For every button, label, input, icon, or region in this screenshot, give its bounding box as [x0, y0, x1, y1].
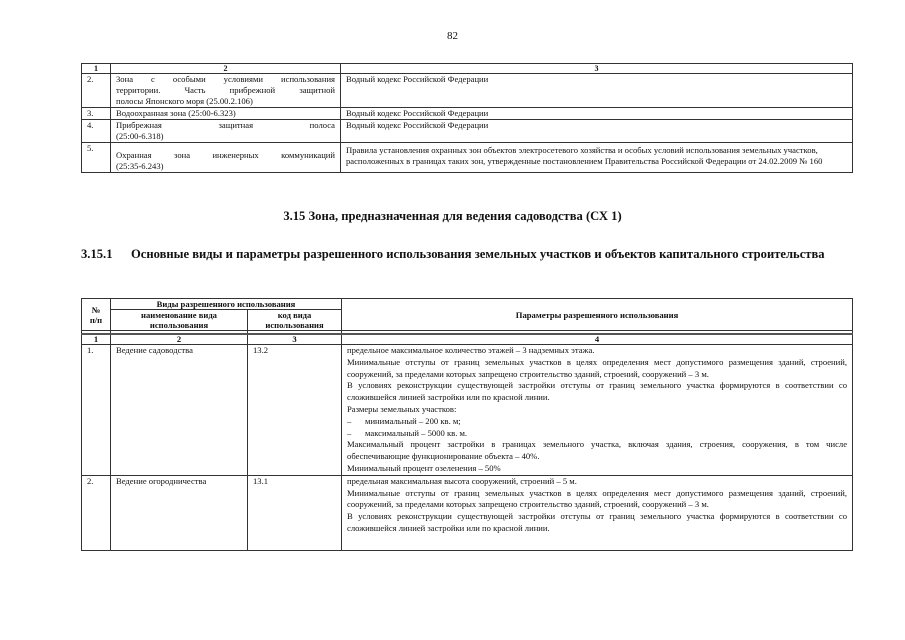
- table-row: [82, 475, 853, 550]
- table-row: [82, 120, 853, 143]
- row-number: 3.: [82, 108, 111, 120]
- legal-doc-cell: Водный кодекс Российской Федерации: [341, 108, 853, 120]
- zone-name-line: (25:35-6.243): [116, 161, 164, 171]
- zone-name-cell: [111, 120, 341, 143]
- parameters-cell: [342, 345, 853, 476]
- zone-name-line: (25:00-6.318): [116, 131, 164, 141]
- table-row: [82, 108, 853, 120]
- col-number-3: 3: [248, 334, 342, 345]
- row-number: 5.: [82, 143, 111, 173]
- parameter-list-item: – максимальный – 5000 кв. м.: [347, 428, 847, 440]
- header-parameters: Параметры разрешенного использования: [342, 299, 853, 331]
- use-code: 13.2: [248, 345, 342, 476]
- table-header-row: [82, 64, 853, 74]
- subsection-number: 3.15.1: [81, 247, 113, 261]
- permitted-use-table: [81, 298, 853, 551]
- use-name: Ведение огородничества: [111, 475, 248, 550]
- table-row: [82, 143, 853, 173]
- zone-name-cell: [111, 108, 341, 120]
- zone-name-line: Зона с особыми условиями использования: [116, 74, 335, 84]
- table-row: [82, 345, 853, 476]
- row-number: 2.: [82, 475, 111, 550]
- parameters-clip: [347, 476, 847, 550]
- col-number-3: 3: [341, 64, 853, 74]
- restrictions-table: [81, 63, 853, 173]
- zone-name-line: территории. Часть прибрежной защитной: [116, 85, 335, 95]
- zone-name-line: Водоохранная зона (25:00-6.323): [116, 108, 236, 118]
- header-row-number: № п/п: [82, 299, 111, 331]
- col-number-1: 1: [82, 334, 111, 345]
- parameter-line: Максимальный процент застройки в границах земельного участка, включая здания, строения, сооружения, в том числе обеспечивающие функционирование объекта – 40%.: [347, 439, 848, 462]
- zone-name-cell: [111, 74, 341, 108]
- page-number: 82: [447, 30, 458, 42]
- parameter-line: предельное максимальное количество этажей – 3 надземных этажа.: [347, 345, 595, 355]
- table-row: [82, 74, 853, 108]
- parameter-line: Минимальные отступы от границ земельных участков в целях определения мест допустимого размещения зданий, строений, сооружений, за пределами которых запрещено строительство зданий, строений, сооружений – 3 м.: [347, 356, 848, 379]
- col-number-4: 4: [342, 334, 853, 345]
- column-number-row: [82, 334, 853, 345]
- parameter-line: предельная максимальная высота сооружений, строений – 5 м.: [347, 475, 577, 486]
- zone-name-cell: [111, 143, 341, 173]
- zone-name-line: полосы Японского моря (25.00.2.106): [116, 96, 253, 106]
- zone-title: 3.15 Зона, предназначенная для ведения садоводства (СХ 1): [283, 209, 622, 223]
- parameters-cell: [342, 475, 853, 550]
- subsection-title: Основные виды и параметры разрешенного использования земельных участков и объектов капитального строительства: [131, 247, 825, 261]
- legal-doc-cell: Правила установления охранных зон объектов электросетевого хозяйства и особых условий использования земельных участков, расположенных в границах таких зон, утвержденные постановлением Правительства Российской Федерации от 24.02.2009 № 160: [341, 143, 853, 173]
- parameter-line: В условиях реконструкции существующей застройки отступы от границ земельного участка формируются в соответствии со сложившейся линией застройки или по красной линии.: [347, 380, 848, 403]
- row-number: 1.: [82, 345, 111, 476]
- use-code: 13.1: [248, 475, 342, 550]
- zone-name-line: Охранная зона инженерных коммуникаций: [116, 150, 335, 160]
- parameter-line: В условиях реконструкции существующей застройки отступы от границ земельного участка формируются в соответствии со сложившейся линией застройки или по красной линии.: [347, 511, 848, 533]
- use-name: Ведение садоводства: [111, 345, 248, 476]
- parameter-list-item: – минимальный – 200 кв. м;: [347, 416, 847, 428]
- zone-name-line: Прибрежная защитная полоса: [116, 120, 335, 130]
- table-header-row: [82, 299, 853, 310]
- col-number-2: 2: [111, 334, 248, 345]
- header-use-code: код вида использования: [248, 310, 342, 331]
- row-number: 4.: [82, 120, 111, 143]
- header-use-name: наименование вида использования: [111, 310, 248, 331]
- legal-doc-cell: Водный кодекс Российской Федерации: [341, 120, 853, 143]
- parameter-line: Минимальные отступы от границ земельных участков в целях определения мест допустимого размещения зданий, строений, сооружений, за пределами которых запрещено строительство зданий, строений, сооружений – 3 м.: [347, 487, 848, 510]
- legal-doc-cell: Водный кодекс Российской Федерации: [341, 74, 853, 108]
- row-number: 2.: [82, 74, 111, 108]
- col-number-2: 2: [111, 64, 341, 74]
- parameter-line: Минимальный процент озеленения – 50%: [347, 462, 501, 473]
- parameter-line: Размеры земельных участков:: [347, 403, 457, 414]
- col-number-1: 1: [82, 64, 111, 74]
- header-use-types: Виды разрешенного использования: [111, 299, 342, 310]
